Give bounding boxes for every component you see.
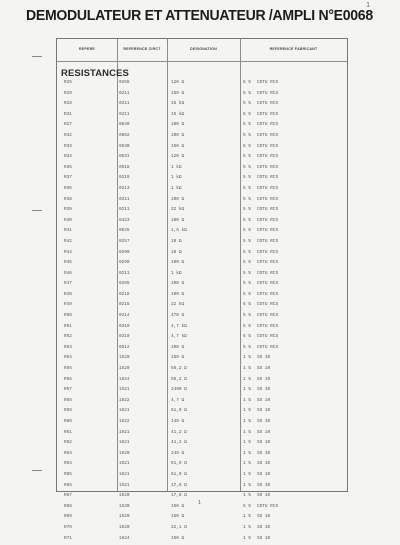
cell-repere: R65 (64, 471, 72, 477)
cell-reference: 0531 (119, 154, 130, 160)
cell-repere: R61 (64, 429, 72, 435)
cell-tolerance: 1 % (243, 366, 251, 372)
cell-repere: R27 (64, 122, 72, 128)
cell-fabricant: COTU RCS (257, 207, 279, 213)
cell-reference: 1520 (119, 524, 130, 530)
cell-repere: R45 (64, 260, 72, 266)
table-row (57, 535, 347, 545)
table-row (57, 439, 347, 450)
cell-fabricant: SS 10 (257, 397, 271, 403)
cell-fabricant: COTU RCS (257, 101, 279, 107)
cell-repere: R56 (64, 376, 72, 382)
cell-tolerance: 1 % (243, 429, 251, 435)
cell-fabricant: SS 10 (257, 387, 271, 393)
table-row (57, 460, 347, 471)
cell-repere: R44 (64, 249, 72, 255)
corner-mark: 1 (366, 2, 370, 9)
table-row (57, 100, 347, 111)
cell-designation: 4,7 Ω (171, 397, 185, 403)
cell-reference: 0256 (119, 80, 130, 85)
cell-reference: 0211 (119, 207, 130, 213)
cell-reference: 0518 (119, 164, 130, 170)
cell-fabricant: SS 10 (257, 524, 271, 530)
cell-repere: R37 (64, 175, 72, 181)
cell-reference: 0290 (119, 249, 130, 255)
cell-tolerance: 1 % (243, 471, 251, 477)
cell-repere: R53 (64, 344, 72, 350)
table-row (57, 344, 347, 355)
table-row (57, 312, 347, 323)
cell-reference: 0849 (119, 122, 130, 128)
cell-designation: 15 kΩ (171, 111, 185, 117)
cell-fabricant: COTU RCS (257, 196, 279, 202)
cell-tolerance: 5 % (243, 164, 251, 170)
cell-tolerance: 5 % (243, 260, 251, 266)
parts-table (56, 38, 348, 541)
binder-hole-mark (32, 56, 42, 57)
cell-fabricant: SS 10 (257, 493, 271, 499)
cell-reference: 0211 (119, 101, 130, 107)
table-row (57, 386, 347, 397)
table-row (57, 397, 347, 408)
cell-repere: R60 (64, 419, 72, 424)
table-row (57, 482, 347, 493)
table-row (57, 418, 347, 429)
cell-tolerance: 5 % (243, 101, 251, 107)
cell-designation: 17,8 Ω (171, 482, 187, 488)
table-row (57, 354, 347, 365)
cell-tolerance: 5 % (243, 291, 251, 297)
table-row (57, 164, 347, 175)
cell-reference: 1622 (119, 397, 130, 403)
cell-fabricant: SS 10 (257, 450, 271, 456)
cell-fabricant: SS 10 (257, 429, 271, 435)
cell-repere: R66 (64, 482, 72, 488)
cell-tolerance: 5 % (243, 228, 251, 234)
cell-reference: 0423 (119, 217, 130, 223)
cell-reference: 0290 (119, 260, 130, 266)
cell-fabricant: SS 10 (257, 440, 271, 446)
cell-fabricant: COTU RCS (257, 228, 279, 234)
cell-repere: R62 (64, 440, 72, 446)
header-repere: REPERE (79, 47, 95, 51)
cell-fabricant: COTU RCS (257, 302, 279, 308)
table-row (57, 111, 347, 122)
cell-repere: R34 (64, 154, 72, 160)
cell-designation: 150 Ω (171, 514, 185, 520)
table-row (57, 185, 347, 196)
cell-repere: R25 (64, 80, 72, 85)
table-row (57, 513, 347, 524)
cell-tolerance: 5 % (243, 302, 251, 308)
table-row (57, 365, 347, 376)
cell-designation: 120 Ω (171, 80, 185, 85)
cell-repere: R69 (64, 514, 72, 520)
cell-designation: 150 Ω (171, 355, 185, 361)
cell-reference: 1622 (119, 419, 130, 424)
cell-designation: 100 Ω (171, 281, 185, 287)
cell-reference: 1520 (119, 355, 130, 361)
table-row (57, 238, 347, 249)
cell-fabricant: COTU RCS (257, 154, 279, 160)
cell-designation: 2490 Ω (171, 387, 187, 393)
cell-designation: 1 kΩ (171, 164, 182, 170)
cell-reference: 0211 (119, 111, 130, 117)
cell-reference: 1624 (119, 535, 130, 541)
table-row (57, 471, 347, 482)
cell-tolerance: 5 % (243, 238, 251, 244)
cell-tolerance: 1 % (243, 535, 251, 541)
cell-repere: R64 (64, 461, 72, 467)
cell-designation: 56,2 Ω (171, 366, 187, 372)
table-row (57, 90, 347, 101)
cell-repere: R28 (64, 101, 72, 107)
cell-designation: 10 Ω (171, 249, 182, 255)
table-row (57, 291, 347, 302)
table-row (57, 153, 347, 164)
header-divider (57, 61, 347, 62)
cell-fabricant: SS 10 (257, 535, 271, 541)
cell-designation: 61,9 Ω (171, 461, 187, 467)
cell-tolerance: 5 % (243, 249, 251, 255)
cell-repere: R41 (64, 228, 72, 234)
header-designation: DESIGNATION (190, 47, 217, 51)
cell-tolerance: 1 % (243, 387, 251, 393)
cell-fabricant: COTU RCS (257, 313, 279, 319)
cell-reference: 1621 (119, 461, 130, 467)
cell-repere: R51 (64, 323, 72, 329)
cell-repere: R40 (64, 217, 72, 223)
table-row (57, 503, 347, 514)
cell-reference: 0213 (119, 185, 130, 191)
cell-designation: 41,2 Ω (171, 440, 187, 446)
cell-designation: 15 kΩ (171, 101, 185, 107)
binder-hole-mark (32, 470, 42, 471)
cell-repere: R68 (64, 503, 72, 509)
cell-repere: R70 (64, 524, 72, 530)
cell-reference: 0215 (119, 302, 130, 308)
cell-fabricant: SS 10 (257, 482, 271, 488)
cell-reference: 1520 (119, 514, 130, 520)
cell-tolerance: 5 % (243, 270, 251, 276)
cell-tolerance: 5 % (243, 122, 251, 128)
cell-reference: 0310 (119, 334, 130, 340)
cell-repere: R54 (64, 355, 72, 361)
cell-reference: 1621 (119, 429, 130, 435)
cell-designation: 1 kΩ (171, 270, 182, 276)
cell-tolerance: 1 % (243, 397, 251, 403)
cell-repere: R59 (64, 408, 72, 414)
cell-repere: R49 (64, 302, 72, 308)
cell-fabricant: COTU RCS (257, 143, 279, 149)
table-row (57, 301, 347, 312)
page-title: DEMODULATEUR ET ATTENUATEUR /AMPLI N°E0068 (26, 8, 373, 24)
cell-fabricant: COTU RCS (257, 270, 279, 276)
cell-repere: R38 (64, 196, 72, 202)
cell-tolerance: 5 % (243, 111, 251, 117)
cell-fabricant: SS 10 (257, 461, 271, 467)
cell-reference: 1621 (119, 471, 130, 477)
cell-designation: 1,5 kΩ (171, 228, 187, 234)
cell-fabricant: SS 10 (257, 408, 271, 414)
cell-designation: 470 Ω (171, 313, 185, 319)
table-row (57, 217, 347, 228)
cell-repere: R47 (64, 281, 72, 287)
cell-fabricant: COTU RCS (257, 334, 279, 340)
cell-fabricant: COTU RCS (257, 132, 279, 138)
table-row (57, 429, 347, 440)
table-row (57, 524, 347, 535)
binder-hole-mark (32, 210, 42, 211)
cell-fabricant: COTU RCS (257, 260, 279, 266)
cell-reference: 0530 (119, 143, 130, 149)
cell-repere: R48 (64, 291, 72, 297)
cell-fabricant: COTU RCS (257, 238, 279, 244)
cell-designation: 61,9 Ω (171, 471, 187, 477)
cell-designation: 100 Ω (171, 291, 185, 297)
cell-tolerance: 1 % (243, 524, 251, 530)
table-row (57, 206, 347, 217)
cell-repere: R58 (64, 397, 72, 403)
cell-designation: 150 Ω (171, 535, 185, 541)
cell-designation: 100 Ω (171, 132, 185, 138)
cell-repere: R42 (64, 238, 72, 244)
cell-repere: R67 (64, 493, 72, 499)
cell-reference: 1621 (119, 440, 130, 446)
cell-designation: 1 kΩ (171, 185, 182, 191)
table-row (57, 280, 347, 291)
cell-tolerance: 1 % (243, 482, 251, 488)
cell-designation: 100 Ω (171, 196, 185, 202)
table-row (57, 249, 347, 260)
cell-designation: 100 Ω (171, 344, 185, 350)
cell-repere: R39 (64, 207, 72, 213)
cell-tolerance: 1 % (243, 355, 251, 361)
cell-designation: 150 Ω (171, 90, 185, 96)
cell-reference: 0214 (119, 313, 130, 319)
cell-repere: R57 (64, 387, 72, 393)
cell-designation: 17,8 Ω (171, 493, 187, 499)
cell-designation: 1 kΩ (171, 175, 182, 181)
cell-designation: 10 Ω (171, 238, 182, 244)
cell-reference: 1521 (119, 387, 130, 393)
cell-designation: 140 Ω (171, 419, 185, 424)
cell-reference: 0211 (119, 90, 130, 96)
cell-tolerance: 1 % (243, 461, 251, 467)
cell-tolerance: 5 % (243, 143, 251, 149)
cell-repere: R52 (64, 334, 72, 340)
cell-fabricant: COTU RCS (257, 175, 279, 181)
cell-repere: R46 (64, 270, 72, 276)
cell-reference: 0219 (119, 175, 130, 181)
cell-reference: 0512 (119, 344, 130, 350)
cell-reference: 1530 (119, 503, 130, 509)
cell-tolerance: 5 % (243, 281, 251, 287)
cell-designation: 100 Ω (171, 217, 185, 223)
cell-reference: 0285 (119, 281, 130, 287)
header-fabricant: REFERENCE FABRICANT (269, 47, 318, 51)
cell-designation: 100 Ω (171, 260, 185, 266)
cell-repere: R32 (64, 132, 72, 138)
cell-tolerance: 1 % (243, 440, 251, 446)
table-row (57, 132, 347, 143)
table-row (57, 450, 347, 461)
cell-fabricant: COTU RCS (257, 323, 279, 329)
section-title: RESISTANCES (61, 68, 129, 79)
cell-designation: 4,7 kΩ (171, 323, 187, 329)
cell-tolerance: 5 % (243, 344, 251, 350)
cell-tolerance: 5 % (243, 132, 251, 138)
cell-fabricant: SS 10 (257, 376, 271, 382)
table-row (57, 121, 347, 132)
cell-designation: 100 Ω (171, 122, 185, 128)
cell-reference: 1520 (119, 493, 130, 499)
cell-tolerance: 5 % (243, 90, 251, 96)
cell-fabricant: SS 10 (257, 366, 271, 372)
cell-fabricant: COTU RCS (257, 344, 279, 350)
cell-reference: 0310 (119, 323, 130, 329)
cell-tolerance: 5 % (243, 503, 251, 509)
cell-reference: 0211 (119, 270, 130, 276)
cell-tolerance: 1 % (243, 493, 251, 499)
cell-designation: 22 kΩ (171, 302, 185, 308)
cell-fabricant: COTU RCS (257, 111, 279, 117)
cell-fabricant: SS 10 (257, 514, 271, 520)
cell-reference: 0602 (119, 132, 130, 138)
cell-tolerance: 5 % (243, 323, 251, 329)
table-row (57, 323, 347, 334)
cell-designation: 41,2 Ω (171, 429, 187, 435)
table-row (57, 227, 347, 238)
cell-designation: 22,1 Ω (171, 524, 187, 530)
cell-repere: R35 (64, 164, 72, 170)
cell-reference: 0211 (119, 196, 130, 202)
table-row (57, 259, 347, 270)
table-row (57, 143, 347, 154)
cell-fabricant: SS 10 (257, 419, 271, 424)
cell-tolerance: 5 % (243, 313, 251, 319)
page-number: 1 (198, 500, 201, 506)
cell-reference: 1521 (119, 482, 130, 488)
cell-fabricant: COTU RCS (257, 122, 279, 128)
table-row (57, 492, 347, 503)
cell-fabricant: COTU RCS (257, 249, 279, 255)
cell-tolerance: 5 % (243, 334, 251, 340)
cell-tolerance: 5 % (243, 196, 251, 202)
cell-repere: R31 (64, 111, 72, 117)
cell-reference: 0525 (119, 228, 130, 234)
cell-repere: R50 (64, 313, 72, 319)
table-row (57, 407, 347, 418)
cell-tolerance: 5 % (243, 80, 251, 85)
cell-fabricant: COTU RCS (257, 185, 279, 191)
cell-reference: 1524 (119, 376, 130, 382)
cell-tolerance: 5 % (243, 175, 251, 181)
cell-reference: 1621 (119, 408, 130, 414)
cell-designation: 150 Ω (171, 143, 185, 149)
table-row (57, 174, 347, 185)
cell-tolerance: 1 % (243, 514, 251, 520)
table-body (57, 79, 347, 545)
cell-tolerance: 5 % (243, 154, 251, 160)
cell-fabricant: COTU RCS (257, 503, 279, 509)
cell-fabricant: COTU RCS (257, 164, 279, 170)
cell-repere: R29 (64, 90, 72, 96)
cell-designation: 22 kΩ (171, 207, 185, 213)
cell-tolerance: 5 % (243, 207, 251, 213)
table-row (57, 333, 347, 344)
cell-fabricant: SS 10 (257, 471, 271, 477)
cell-repere: R63 (64, 450, 72, 456)
table-row (57, 376, 347, 387)
cell-designation: 56,2 Ω (171, 376, 187, 382)
cell-designation: 4,7 kΩ (171, 334, 187, 340)
cell-repere: R71 (64, 535, 72, 541)
cell-fabricant: SS 10 (257, 355, 271, 361)
cell-reference: 0218 (119, 291, 130, 297)
cell-tolerance: 1 % (243, 419, 251, 424)
cell-repere: R36 (64, 185, 72, 191)
cell-reference: 0257 (119, 238, 130, 244)
table-row (57, 79, 347, 90)
cell-reference: 1520 (119, 366, 130, 372)
cell-repere: R33 (64, 143, 72, 149)
table-row (57, 196, 347, 207)
cell-fabricant: COTU RCS (257, 90, 279, 96)
cell-designation: 249 Ω (171, 450, 185, 456)
cell-tolerance: 1 % (243, 408, 251, 414)
cell-tolerance: 1 % (243, 376, 251, 382)
cell-fabricant: COTU RCS (257, 80, 279, 85)
cell-fabricant: COTU RCS (257, 281, 279, 287)
cell-fabricant: COTU RCS (257, 291, 279, 297)
header-reference: REFERENCE CIRCT (123, 47, 161, 51)
table-row (57, 270, 347, 281)
cell-designation: 120 Ω (171, 154, 185, 160)
cell-designation: 61,9 Ω (171, 408, 187, 414)
cell-tolerance: 1 % (243, 450, 251, 456)
cell-fabricant: COTU RCS (257, 217, 279, 223)
cell-tolerance: 5 % (243, 185, 251, 191)
cell-repere: R55 (64, 366, 72, 372)
cell-reference: 1620 (119, 450, 130, 456)
cell-tolerance: 5 % (243, 217, 251, 223)
cell-designation: 150 Ω (171, 503, 185, 509)
